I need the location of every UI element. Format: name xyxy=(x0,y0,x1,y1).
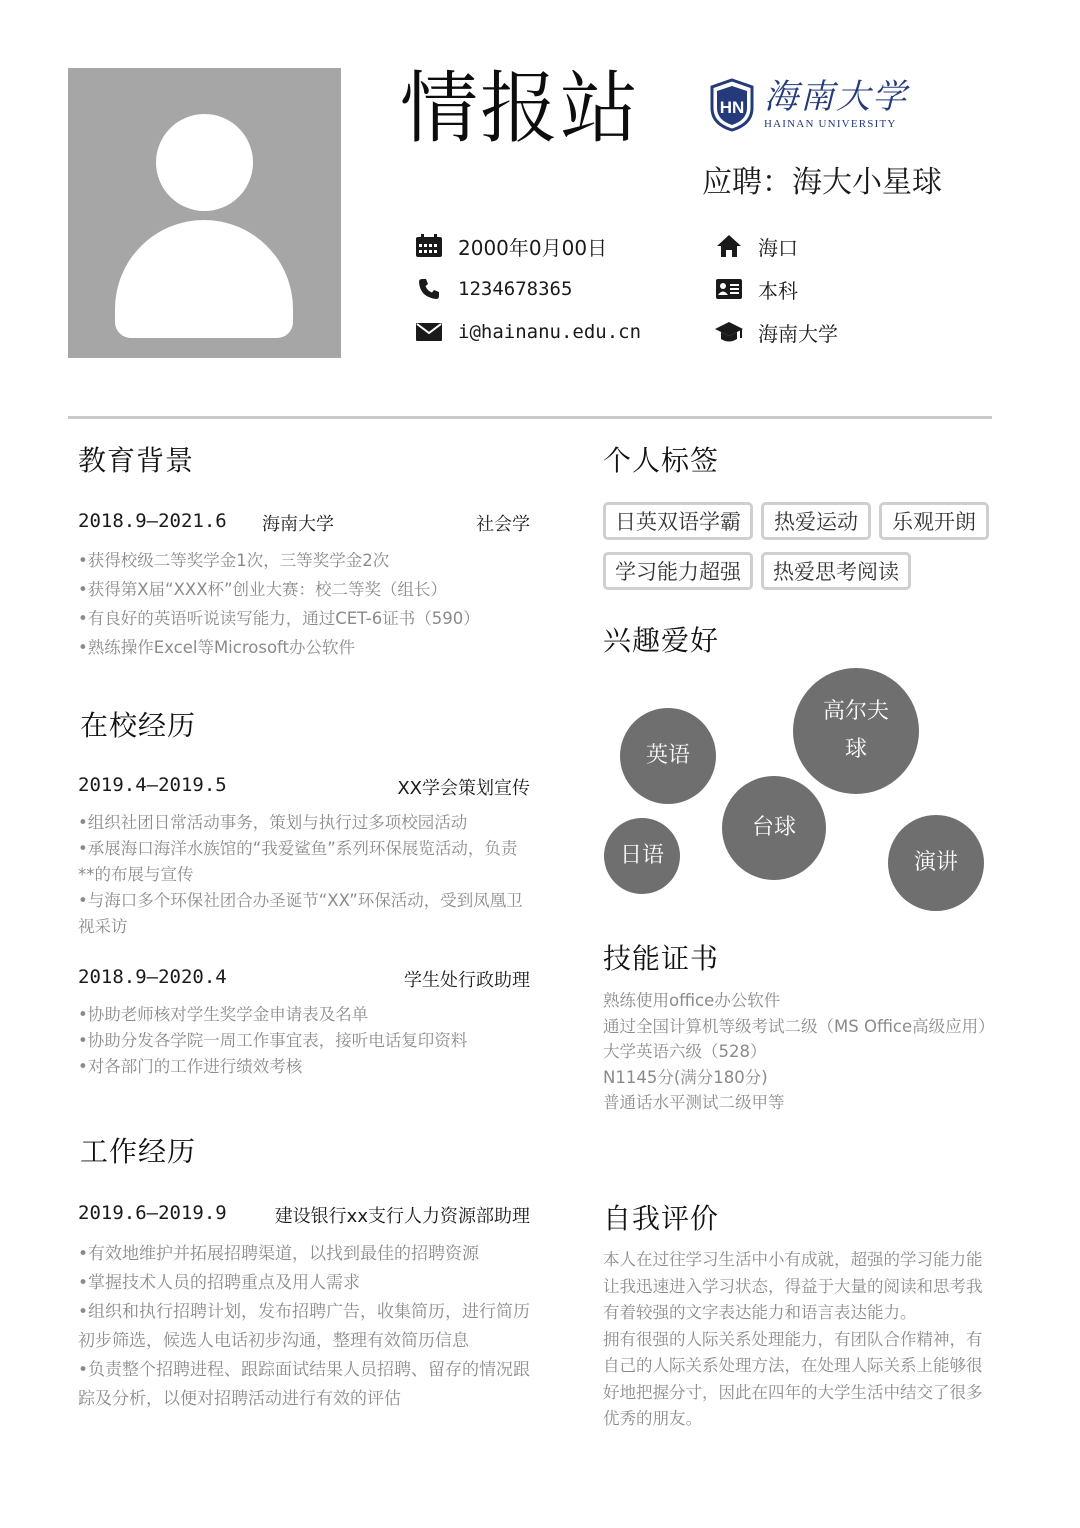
section-title-campus: 在校经历 xyxy=(80,709,197,742)
education-school: 海南大学 xyxy=(262,514,334,535)
campus-bullets-1 xyxy=(78,810,533,940)
section-title-education: 教育背景 xyxy=(78,444,195,477)
list-item: •有效地维护并拓展招聘渠道，以找到最佳的招聘资源 xyxy=(78,1244,480,1264)
section-title-tags: 个人标签 xyxy=(603,444,720,477)
list-item: •有良好的英语听说读写能力，通过CET-6证书（590） xyxy=(78,609,480,628)
section-title-self-eval: 自我评价 xyxy=(603,1202,720,1235)
work-date: 2019.6—2019.9 xyxy=(78,1202,227,1224)
section-title-work: 工作经历 xyxy=(80,1135,197,1168)
hobby-bubble: 日语 xyxy=(604,818,680,894)
list-item: 熟练使用office办公软件 xyxy=(603,991,781,1010)
education-major: 社会学 xyxy=(476,514,530,535)
hobby-bubble: 演讲 xyxy=(888,815,984,911)
list-item: •承展海口海洋水族馆的“我爱鲨鱼”系列环保展览活动，负责**的布展与宣传 xyxy=(78,839,518,884)
list-item: •组织社团日常活动事务，策划与执行过多项校园活动 xyxy=(78,813,468,832)
section-title-hobbies: 兴趣爱好 xyxy=(603,624,720,657)
campus-entry-head-2 xyxy=(78,966,530,994)
header-divider xyxy=(68,416,992,419)
university-logo xyxy=(708,78,908,136)
home-icon xyxy=(714,232,744,260)
list-item: •与海口多个环保社团合办圣诞节“XX”环保活动，受到凤凰卫视采访 xyxy=(78,891,523,936)
work-bullets xyxy=(78,1240,533,1414)
campus-role-1: XX学会策划宣传 xyxy=(397,778,530,799)
phone-number: 1234678365 xyxy=(458,278,573,300)
list-item: •掌握技术人员的招聘重点及用人需求 xyxy=(78,1273,361,1293)
campus-date-1: 2019.4—2019.5 xyxy=(78,774,227,796)
campus-entry-head-1 xyxy=(78,774,530,802)
birth-date: 2000年0月00日 xyxy=(458,235,608,260)
phone-icon xyxy=(414,275,444,303)
university-logo-english: HAINAN UNIVERSITY xyxy=(764,118,897,130)
info-school xyxy=(714,316,838,348)
svg-text:HN: HN xyxy=(719,98,745,117)
hobby-bubble: 台球 xyxy=(722,776,826,880)
list-item: •对各部门的工作进行绩效考核 xyxy=(78,1057,303,1076)
hobby-bubble: 高尔夫球 xyxy=(793,668,919,794)
list-item: •熟练操作Excel等Microsoft办公软件 xyxy=(78,638,356,657)
paragraph: 本人在过往学习生活中小有成就，超强的学习能力能让我迅速进入学习状态，得益于大量的阅读和思考我有着较强的文字表达能力和语言表达能力。 xyxy=(603,1250,983,1322)
list-item: •负责整个招聘进程、跟踪面试结果人员招聘、留存的情况跟踪及分析，以便对招聘活动进行有效的评估 xyxy=(78,1360,531,1409)
section-title-skills: 技能证书 xyxy=(603,942,720,975)
info-phone xyxy=(414,273,572,305)
school-name: 海南大学 xyxy=(758,321,838,346)
info-city xyxy=(714,230,798,262)
list-item: •协助老师核对学生奖学金申请表及名单 xyxy=(78,1005,369,1024)
avatar-placeholder xyxy=(68,68,341,358)
email-address: i@hainanu.edu.cn xyxy=(458,321,642,343)
list-item: •获得校级二等奖学金1次，三等奖学金2次 xyxy=(78,551,390,570)
campus-bullets-2 xyxy=(78,1002,533,1080)
education-bullets xyxy=(78,548,533,661)
list-item: •组织和执行招聘计划，发布招聘广告，收集简历，进行简历初步筛选，候选人电话初步沟通，整理有效简历信息 xyxy=(78,1302,531,1351)
degree: 本科 xyxy=(758,278,798,303)
calendar-icon xyxy=(414,232,444,260)
list-item: 大学英语六级（528） xyxy=(603,1042,767,1061)
hobby-bubble: 英语 xyxy=(620,708,716,804)
list-item: 通过全国计算机等级考试二级（MS Office高级应用） xyxy=(603,1016,995,1036)
education-date: 2018.9—2021.6 xyxy=(78,510,227,532)
education-entry-head xyxy=(78,510,530,538)
tag-item: 热爱思考阅读 xyxy=(761,552,911,590)
campus-role-2: 学生处行政助理 xyxy=(404,970,530,991)
tag-item: 学习能力超强 xyxy=(603,552,753,590)
apply-position: 应聘：海大小星球 xyxy=(702,165,942,200)
avatar-body-shape xyxy=(115,220,293,338)
tag-item: 热爱运动 xyxy=(761,502,871,540)
work-role: 建设银行xx支行人力资源部助理 xyxy=(274,1206,530,1227)
id-card-icon xyxy=(714,275,744,303)
candidate-name: 情报站 xyxy=(400,64,641,154)
avatar-head-shape xyxy=(156,114,253,211)
list-item: 普通话水平测试二级甲等 xyxy=(603,1093,785,1112)
paragraph: 拥有很强的人际关系处理能力，有团队合作精神，有自己的人际关系处理方法，在处理人际关系上能够很好地把握分寸，因此在四年的大学生活中结交了很多优秀的朋友。 xyxy=(603,1329,983,1428)
list-item: •协助分发各学院一周工作事宜表，接听电话复印资料 xyxy=(78,1031,468,1050)
graduation-cap-icon xyxy=(714,318,744,346)
list-item: •获得第X届“XXX杯”创业大赛：校二等奖（组长） xyxy=(78,580,448,599)
campus-date-2: 2018.9—2020.4 xyxy=(78,966,227,988)
university-emblem-icon xyxy=(708,78,756,132)
university-logo-text: 海南大学 xyxy=(764,77,908,117)
skills-list xyxy=(603,988,995,1116)
tag-item: 日英双语学霸 xyxy=(603,502,753,540)
work-entry-head xyxy=(78,1202,530,1230)
info-email xyxy=(414,316,641,348)
info-degree xyxy=(714,273,798,305)
city: 海口 xyxy=(758,235,798,260)
self-eval-text xyxy=(603,1247,991,1433)
mail-icon xyxy=(414,318,444,346)
info-birth xyxy=(414,230,607,262)
tag-item: 乐观开朗 xyxy=(879,502,989,540)
list-item: N1145分(满分180分) xyxy=(603,1067,768,1087)
